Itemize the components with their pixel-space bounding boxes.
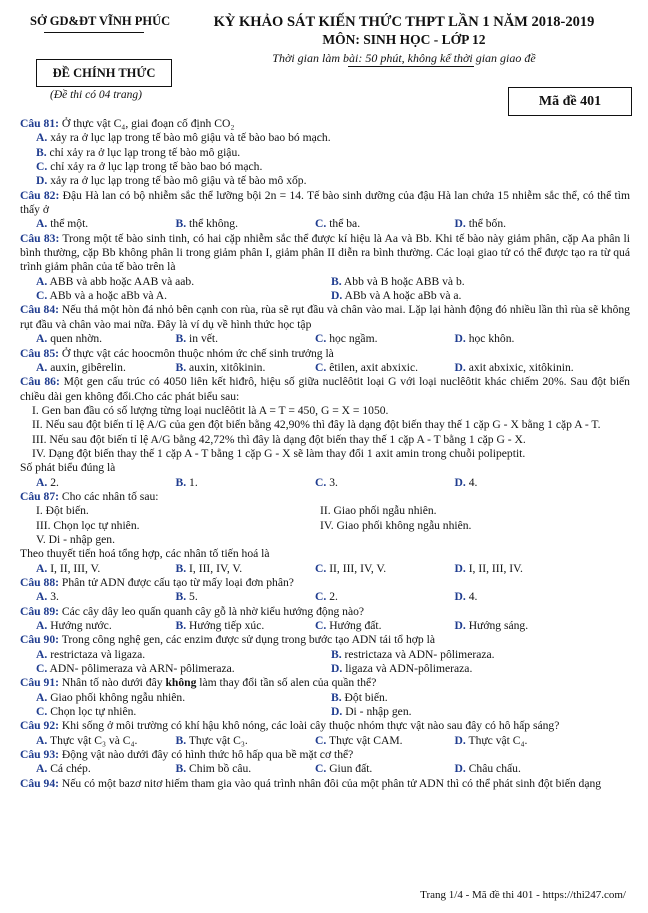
option-letter: D. bbox=[454, 561, 466, 575]
option-text: quen nhờn. bbox=[50, 332, 103, 346]
option-letter: C. bbox=[36, 160, 48, 174]
question-emphasis: không bbox=[165, 676, 197, 690]
answer-option bbox=[160, 562, 300, 576]
question-text: Trong một tế bào sinh tinh, có hai cặp nhiễm sắc thể được kí hiệu là Aa và Bb. Khi tế bào này giảm phân, cặp Aa phân li bình thường, cặp Bb không phân li trong giảm phân I, giảm phân II diễn ra bình thường. Các loại giao tử có thể được tạo ra từ quá trình giảm phân của tế bào trên là bbox=[20, 231, 630, 274]
option-letter: A. bbox=[36, 647, 48, 661]
answer-option bbox=[299, 476, 439, 490]
page-footer: Trang 1/4 - Mã đề thi 401 - https://thi247.com/ bbox=[420, 889, 626, 901]
option-letter: D. bbox=[454, 762, 466, 776]
question-text: Các cây dây leo quấn quanh cây gỗ là nhờ kiểu hướng động nào? bbox=[61, 604, 365, 618]
option-row bbox=[20, 289, 630, 303]
option-text: thể ba. bbox=[329, 217, 361, 231]
question-stem bbox=[20, 748, 630, 762]
option-row bbox=[20, 146, 630, 160]
question-item bbox=[20, 117, 630, 189]
question-stem bbox=[20, 347, 630, 361]
answer-option bbox=[439, 217, 579, 231]
option-text: Hướng sáng. bbox=[468, 619, 529, 633]
question-number: Câu 84: bbox=[20, 303, 59, 317]
answer-option bbox=[160, 361, 300, 375]
question-item bbox=[20, 676, 630, 719]
question-number: Câu 82: bbox=[20, 188, 60, 202]
question-item bbox=[20, 777, 630, 791]
answer-option bbox=[20, 476, 160, 490]
answer-option bbox=[299, 762, 439, 776]
option-letter: B. bbox=[331, 647, 342, 661]
option-letter: A. bbox=[36, 733, 48, 747]
option-text: restrictaza và ADN- pôlimeraza. bbox=[344, 647, 495, 661]
option-text: 4. bbox=[468, 475, 478, 489]
option-letter: A. bbox=[36, 590, 48, 604]
option-letter: B. bbox=[175, 590, 187, 604]
answer-option bbox=[439, 332, 579, 346]
option-letter: B. bbox=[175, 360, 187, 374]
question-stem bbox=[20, 576, 630, 590]
option-letter: D. bbox=[331, 705, 343, 719]
question-text: Đậu Hà lan có bộ nhiễm sắc thể lưỡng bội 2n = 14. Tế bào sinh dưỡng của đậu Hà lan chứa 15 nhiễm sắc thể, có thể tìm thấy ở bbox=[20, 188, 630, 217]
question-stem bbox=[20, 719, 630, 733]
answer-option bbox=[299, 562, 439, 576]
answer-option bbox=[20, 289, 315, 303]
option-text: ADN- pôlimeraza và ARN- pôlimeraza. bbox=[49, 662, 235, 676]
option-letter: C. bbox=[315, 217, 327, 231]
option-text: Chọn lọc tự nhiên. bbox=[50, 705, 137, 719]
exam-subject: MÔN: SINH HỌC - LỚP 12 bbox=[322, 32, 486, 47]
question-item bbox=[20, 748, 630, 777]
option-letter: B. bbox=[175, 619, 187, 633]
factor-row bbox=[20, 533, 630, 547]
question-stem bbox=[20, 490, 630, 504]
option-text: Thực vật C₃. bbox=[188, 733, 248, 747]
divider bbox=[348, 66, 474, 67]
question-text: Nếu có một bazơ nitơ hiếm tham gia vào quá trình nhân đôi của một phân tử ADN thì có thể phát sinh đột biến dạng bbox=[61, 776, 602, 790]
option-text: axit abxixic, xitôkinin. bbox=[468, 360, 574, 374]
option-letter: D. bbox=[454, 332, 466, 346]
option-text: 2. bbox=[50, 475, 59, 489]
answer-option bbox=[160, 619, 300, 633]
option-letter: D. bbox=[454, 590, 466, 604]
question-stem bbox=[20, 605, 630, 619]
option-letter: A. bbox=[36, 619, 48, 633]
option-letter: B. bbox=[175, 561, 187, 575]
option-text: Thực vật C₃ và C₄. bbox=[49, 733, 138, 747]
option-text: Thực vật CAM. bbox=[328, 733, 403, 747]
answer-option bbox=[20, 275, 315, 289]
option-text: restrictaza và ligaza. bbox=[50, 647, 146, 661]
question-item bbox=[20, 303, 630, 346]
question-text: Khi sống ở môi trường có khí hậu khô nóng, các loài cây thuộc nhóm thực vật nào sau đây có hô hấp sáng? bbox=[61, 719, 560, 733]
option-text: ligaza và ADN-pôlimeraza. bbox=[345, 662, 473, 676]
option-letter: C. bbox=[36, 289, 48, 303]
option-text: Hướng đất. bbox=[329, 619, 382, 633]
answer-option bbox=[20, 160, 630, 174]
answer-option bbox=[20, 619, 160, 633]
answer-option bbox=[299, 361, 439, 375]
question-text: làm thay đổi tần số alen của quần thể? bbox=[196, 676, 377, 690]
option-letter: C. bbox=[315, 360, 327, 374]
option-row bbox=[20, 361, 630, 375]
answer-option bbox=[20, 648, 315, 662]
exam-title: KỲ KHẢO SÁT KIẾN THỨC THPT LẦN 1 NĂM 2018-2019 bbox=[213, 14, 595, 30]
factor-item: I. Đột biến. bbox=[36, 504, 89, 518]
option-text: Chim bồ câu. bbox=[189, 762, 252, 776]
answer-option bbox=[439, 762, 579, 776]
factor-item: IV. Giao phối không ngẫu nhiên. bbox=[320, 518, 472, 532]
option-row bbox=[20, 762, 630, 776]
option-row bbox=[20, 705, 630, 719]
answer-option bbox=[160, 217, 300, 231]
option-text: học khôn. bbox=[468, 332, 515, 346]
option-row bbox=[20, 275, 630, 289]
option-letter: D. bbox=[454, 475, 466, 489]
question-text: Động vật nào dưới đây có hình thức hô hấp qua bề mặt cơ thể? bbox=[61, 748, 354, 762]
answer-option bbox=[160, 590, 300, 604]
answer-option bbox=[20, 332, 160, 346]
option-text: Châu chấu. bbox=[468, 762, 521, 776]
option-letter: D. bbox=[454, 733, 466, 747]
option-text: thể không. bbox=[189, 217, 238, 231]
option-letter: A. bbox=[36, 332, 48, 346]
question-stem bbox=[20, 189, 630, 218]
option-letter: D. bbox=[454, 619, 466, 633]
answer-option bbox=[20, 217, 160, 231]
option-row bbox=[20, 217, 630, 231]
option-row bbox=[20, 174, 630, 188]
time-note: Thời gian làm bài: 50 phút, không kể thời gian giao đề bbox=[272, 51, 536, 65]
question-stem bbox=[20, 375, 630, 404]
option-text: Abb và B hoặc ABB và b. bbox=[343, 274, 465, 288]
option-letter: D. bbox=[454, 360, 466, 374]
option-row bbox=[20, 590, 630, 604]
option-text: in vết. bbox=[189, 332, 219, 346]
option-text: 2. bbox=[329, 590, 338, 604]
option-letter: D. bbox=[36, 174, 48, 188]
answer-option bbox=[439, 619, 579, 633]
question-number: Câu 91: bbox=[20, 676, 59, 690]
answer-option bbox=[20, 146, 630, 160]
statement: I. Gen ban đầu có số lượng từng loại nuclêôtit là A = T = 450, G = X = 1050. bbox=[32, 403, 389, 417]
option-letter: B. bbox=[175, 217, 187, 231]
question-number: Câu 87: bbox=[20, 489, 59, 503]
option-letter: B. bbox=[36, 145, 47, 159]
option-row bbox=[20, 619, 630, 633]
option-letter: A. bbox=[36, 274, 48, 288]
option-text: Cá chép. bbox=[50, 762, 91, 776]
option-row bbox=[20, 691, 630, 705]
option-letter: D. bbox=[331, 662, 343, 676]
answer-option bbox=[20, 590, 160, 604]
question-number: Câu 85: bbox=[20, 346, 59, 360]
option-text: ABB và abb hoặc AAB và aab. bbox=[49, 274, 195, 288]
answer-option bbox=[160, 762, 300, 776]
option-letter: C. bbox=[36, 705, 48, 719]
option-letter: D. bbox=[331, 289, 343, 303]
factor-item: V. Di - nhập gen. bbox=[36, 532, 115, 546]
answer-option bbox=[20, 361, 160, 375]
question-number: Câu 81: bbox=[20, 117, 59, 130]
answer-option bbox=[315, 705, 610, 719]
option-text: I, III, IV, V. bbox=[189, 561, 243, 575]
option-row bbox=[20, 476, 630, 490]
answer-option bbox=[299, 619, 439, 633]
factor-item: II. Giao phối ngẫu nhiên. bbox=[320, 504, 437, 518]
question-stem bbox=[20, 117, 630, 131]
option-letter: B. bbox=[331, 690, 342, 704]
option-text: êtilen, axit abxixic. bbox=[329, 360, 419, 374]
question-text: Nếu thả một hòn đá nhỏ bên cạnh con rùa, rùa sẽ rụt đầu và chân vào mai. Lặp lại hành động đó nhiều lần thì rùa sẽ không rụt đầu và chân vào mai nữa. Đây là ví dụ về hình thức học tập bbox=[20, 303, 630, 331]
question-item bbox=[20, 719, 630, 748]
question-number: Câu 94: bbox=[20, 776, 59, 790]
option-letter: B. bbox=[175, 332, 187, 346]
question-number: Câu 83: bbox=[20, 231, 60, 245]
option-row bbox=[20, 562, 630, 576]
option-letter: C. bbox=[315, 332, 327, 346]
question-text: Nhân tố nào dưới đây bbox=[61, 676, 166, 690]
question-number: Câu 92: bbox=[20, 719, 59, 733]
option-text: Hướng nước. bbox=[50, 619, 112, 633]
option-row bbox=[20, 662, 630, 676]
option-text: Đột biến. bbox=[344, 690, 388, 704]
option-letter: A. bbox=[36, 360, 48, 374]
answer-option bbox=[299, 332, 439, 346]
question-item bbox=[20, 605, 630, 634]
question-list bbox=[20, 117, 630, 791]
answer-option bbox=[160, 734, 300, 748]
option-letter: C. bbox=[315, 619, 327, 633]
option-text: ABb và a hoặc aBb và A. bbox=[49, 289, 168, 303]
divider bbox=[44, 32, 144, 33]
answer-option bbox=[20, 734, 160, 748]
option-letter: A. bbox=[36, 762, 48, 776]
option-text: Thực vật C₄. bbox=[468, 733, 528, 747]
option-letter: C. bbox=[315, 590, 327, 604]
option-letter: A. bbox=[36, 475, 48, 489]
option-text: Hướng tiếp xúc. bbox=[189, 619, 265, 633]
option-text: I, II, III, IV. bbox=[468, 561, 523, 575]
school-department: SỞ GD&ĐT VĨNH PHÚC bbox=[30, 14, 171, 28]
option-letter: B. bbox=[175, 762, 187, 776]
question-item bbox=[20, 375, 630, 490]
factor-row bbox=[20, 519, 630, 533]
factor-row bbox=[20, 504, 630, 518]
answer-option bbox=[439, 734, 579, 748]
answer-option bbox=[439, 361, 579, 375]
option-text: Giao phối không ngẫu nhiên. bbox=[50, 690, 186, 704]
option-text: 4. bbox=[468, 590, 478, 604]
answer-option bbox=[160, 332, 300, 346]
question-stem bbox=[20, 633, 630, 647]
option-letter: C. bbox=[315, 762, 327, 776]
option-letter: A. bbox=[36, 561, 48, 575]
option-text: ABb và A hoặc aBb và a. bbox=[344, 289, 462, 303]
option-text: 1. bbox=[189, 475, 198, 489]
option-letter: B. bbox=[175, 733, 187, 747]
option-text: Giun đất. bbox=[329, 762, 373, 776]
answer-option bbox=[160, 476, 300, 490]
option-text: thể bốn. bbox=[468, 217, 507, 231]
option-text: 5. bbox=[189, 590, 198, 604]
option-text: 3. bbox=[50, 590, 59, 604]
answer-option bbox=[315, 289, 610, 303]
question-item bbox=[20, 633, 630, 676]
question-stem bbox=[20, 676, 630, 690]
question-item bbox=[20, 347, 630, 376]
factor-item: III. Chọn lọc tự nhiên. bbox=[36, 518, 140, 532]
option-row bbox=[20, 332, 630, 346]
statement: III. Nếu sau đột biến tỉ lệ A/G bằng 42,72% thì đây là dạng đột biến thay thế 1 cặp A - T bằng 1 cặp G - X. bbox=[32, 432, 526, 446]
question-item bbox=[20, 576, 630, 605]
option-text: chỉ xảy ra ở lục lạp trong tế bào bao bó mạch. bbox=[50, 160, 263, 174]
question-stem bbox=[20, 303, 630, 332]
page-count-note: (Đề thi có 04 trang) bbox=[50, 89, 142, 101]
answer-option bbox=[20, 705, 315, 719]
question-item bbox=[20, 490, 630, 576]
option-row bbox=[20, 734, 630, 748]
option-text: xảy ra ở lục lạp trong tế bào mô giậu và tế bào mô xốp. bbox=[50, 174, 307, 188]
option-row bbox=[20, 648, 630, 662]
option-text: xảy ra ở lục lạp trong tế bào mô giậu và tế bào bao bó mạch. bbox=[50, 131, 331, 145]
question-text: Trong công nghệ gen, các enzim được sử dụng trong bước tạo ADN tái tổ hợp là bbox=[61, 633, 435, 647]
option-letter: B. bbox=[331, 274, 342, 288]
question-item bbox=[20, 189, 630, 232]
option-letter: C. bbox=[315, 475, 327, 489]
answer-option bbox=[439, 590, 579, 604]
answer-option bbox=[20, 691, 315, 705]
option-text: auxin, xitôkinin. bbox=[189, 360, 266, 374]
option-letter: A. bbox=[36, 217, 48, 231]
question-number: Câu 86: bbox=[20, 375, 60, 389]
option-letter: A. bbox=[36, 131, 48, 145]
question-text: Cho các nhân tố sau: bbox=[61, 489, 159, 503]
option-text: 3. bbox=[329, 475, 338, 489]
answer-option bbox=[20, 662, 315, 676]
option-text: thể một. bbox=[50, 217, 89, 231]
answer-option bbox=[439, 476, 579, 490]
answer-option bbox=[315, 662, 610, 676]
question-text: Một gen cấu trúc có 4050 liên kết hiđrô, hiệu số giữa nuclêôtit loại G với loại nuclêôtit khác chiếm 20%. Sau đột biến chiều dài gen không đổi.Cho các phát biểu sau: bbox=[20, 375, 630, 403]
question-text: Phân tử ADN được cấu tạo từ mấy loại đơn phân? bbox=[61, 576, 294, 589]
option-letter: C. bbox=[315, 733, 327, 747]
option-letter: C. bbox=[315, 561, 327, 575]
option-letter: C. bbox=[36, 662, 48, 676]
answer-option bbox=[20, 174, 630, 188]
question-text: Ở thực vật C₄, giai đoạn cố định CO₂ bbox=[61, 117, 235, 130]
answer-option bbox=[20, 762, 160, 776]
statement: II. Nếu sau đột biến tỉ lệ A/G của gen đột biến bằng 42,90% thì đây là dạng đột biến thay thế 1 cặp G - X bằng 1 cặp A - T. bbox=[32, 418, 601, 432]
answer-option bbox=[315, 691, 610, 705]
question-number: Câu 88: bbox=[20, 576, 59, 589]
question-number: Câu 90: bbox=[20, 633, 59, 647]
question-number: Câu 93: bbox=[20, 748, 59, 762]
option-text: Di - nhập gen. bbox=[345, 705, 412, 719]
statement: IV. Dạng đột biến thay thế 1 cặp A - T bằng 1 cặp G - X sẽ làm thay đổi 1 axit amin trong chuỗi polipeptit. bbox=[32, 446, 526, 460]
answer-option bbox=[299, 590, 439, 604]
question-stem bbox=[20, 777, 630, 791]
option-text: auxin, gibêrelin. bbox=[50, 360, 126, 374]
answer-option bbox=[315, 275, 610, 289]
answer-option bbox=[20, 562, 160, 576]
exam-code-box: Mã đề 401 bbox=[508, 87, 632, 116]
answer-option bbox=[299, 217, 439, 231]
option-letter: A. bbox=[36, 690, 48, 704]
option-text: chỉ xảy ra ở lục lạp trong tế bào mô giậu. bbox=[49, 145, 241, 159]
option-row bbox=[20, 160, 630, 174]
answer-option bbox=[299, 734, 439, 748]
option-letter: D. bbox=[454, 217, 466, 231]
answer-option bbox=[315, 648, 610, 662]
official-exam-box: ĐỀ CHÍNH THỨC bbox=[36, 59, 172, 87]
answer-option bbox=[20, 131, 630, 145]
option-row bbox=[20, 131, 630, 145]
statement: Số phát biểu đúng là bbox=[20, 461, 116, 475]
answer-option bbox=[439, 562, 579, 576]
option-text: II, III, IV, V. bbox=[329, 561, 387, 575]
question-number: Câu 89: bbox=[20, 604, 59, 618]
question-stem bbox=[20, 232, 630, 275]
statement: Theo thuyết tiến hoá tổng hợp, các nhân tố tiến hoá là bbox=[20, 547, 270, 561]
question-item bbox=[20, 232, 630, 304]
option-letter: B. bbox=[175, 475, 187, 489]
option-text: học ngầm. bbox=[329, 332, 378, 346]
option-text: I, II, III, V. bbox=[50, 561, 101, 575]
question-text: Ở thực vật các hoocmôn thuộc nhóm ức chế sinh trưởng là bbox=[61, 346, 334, 360]
